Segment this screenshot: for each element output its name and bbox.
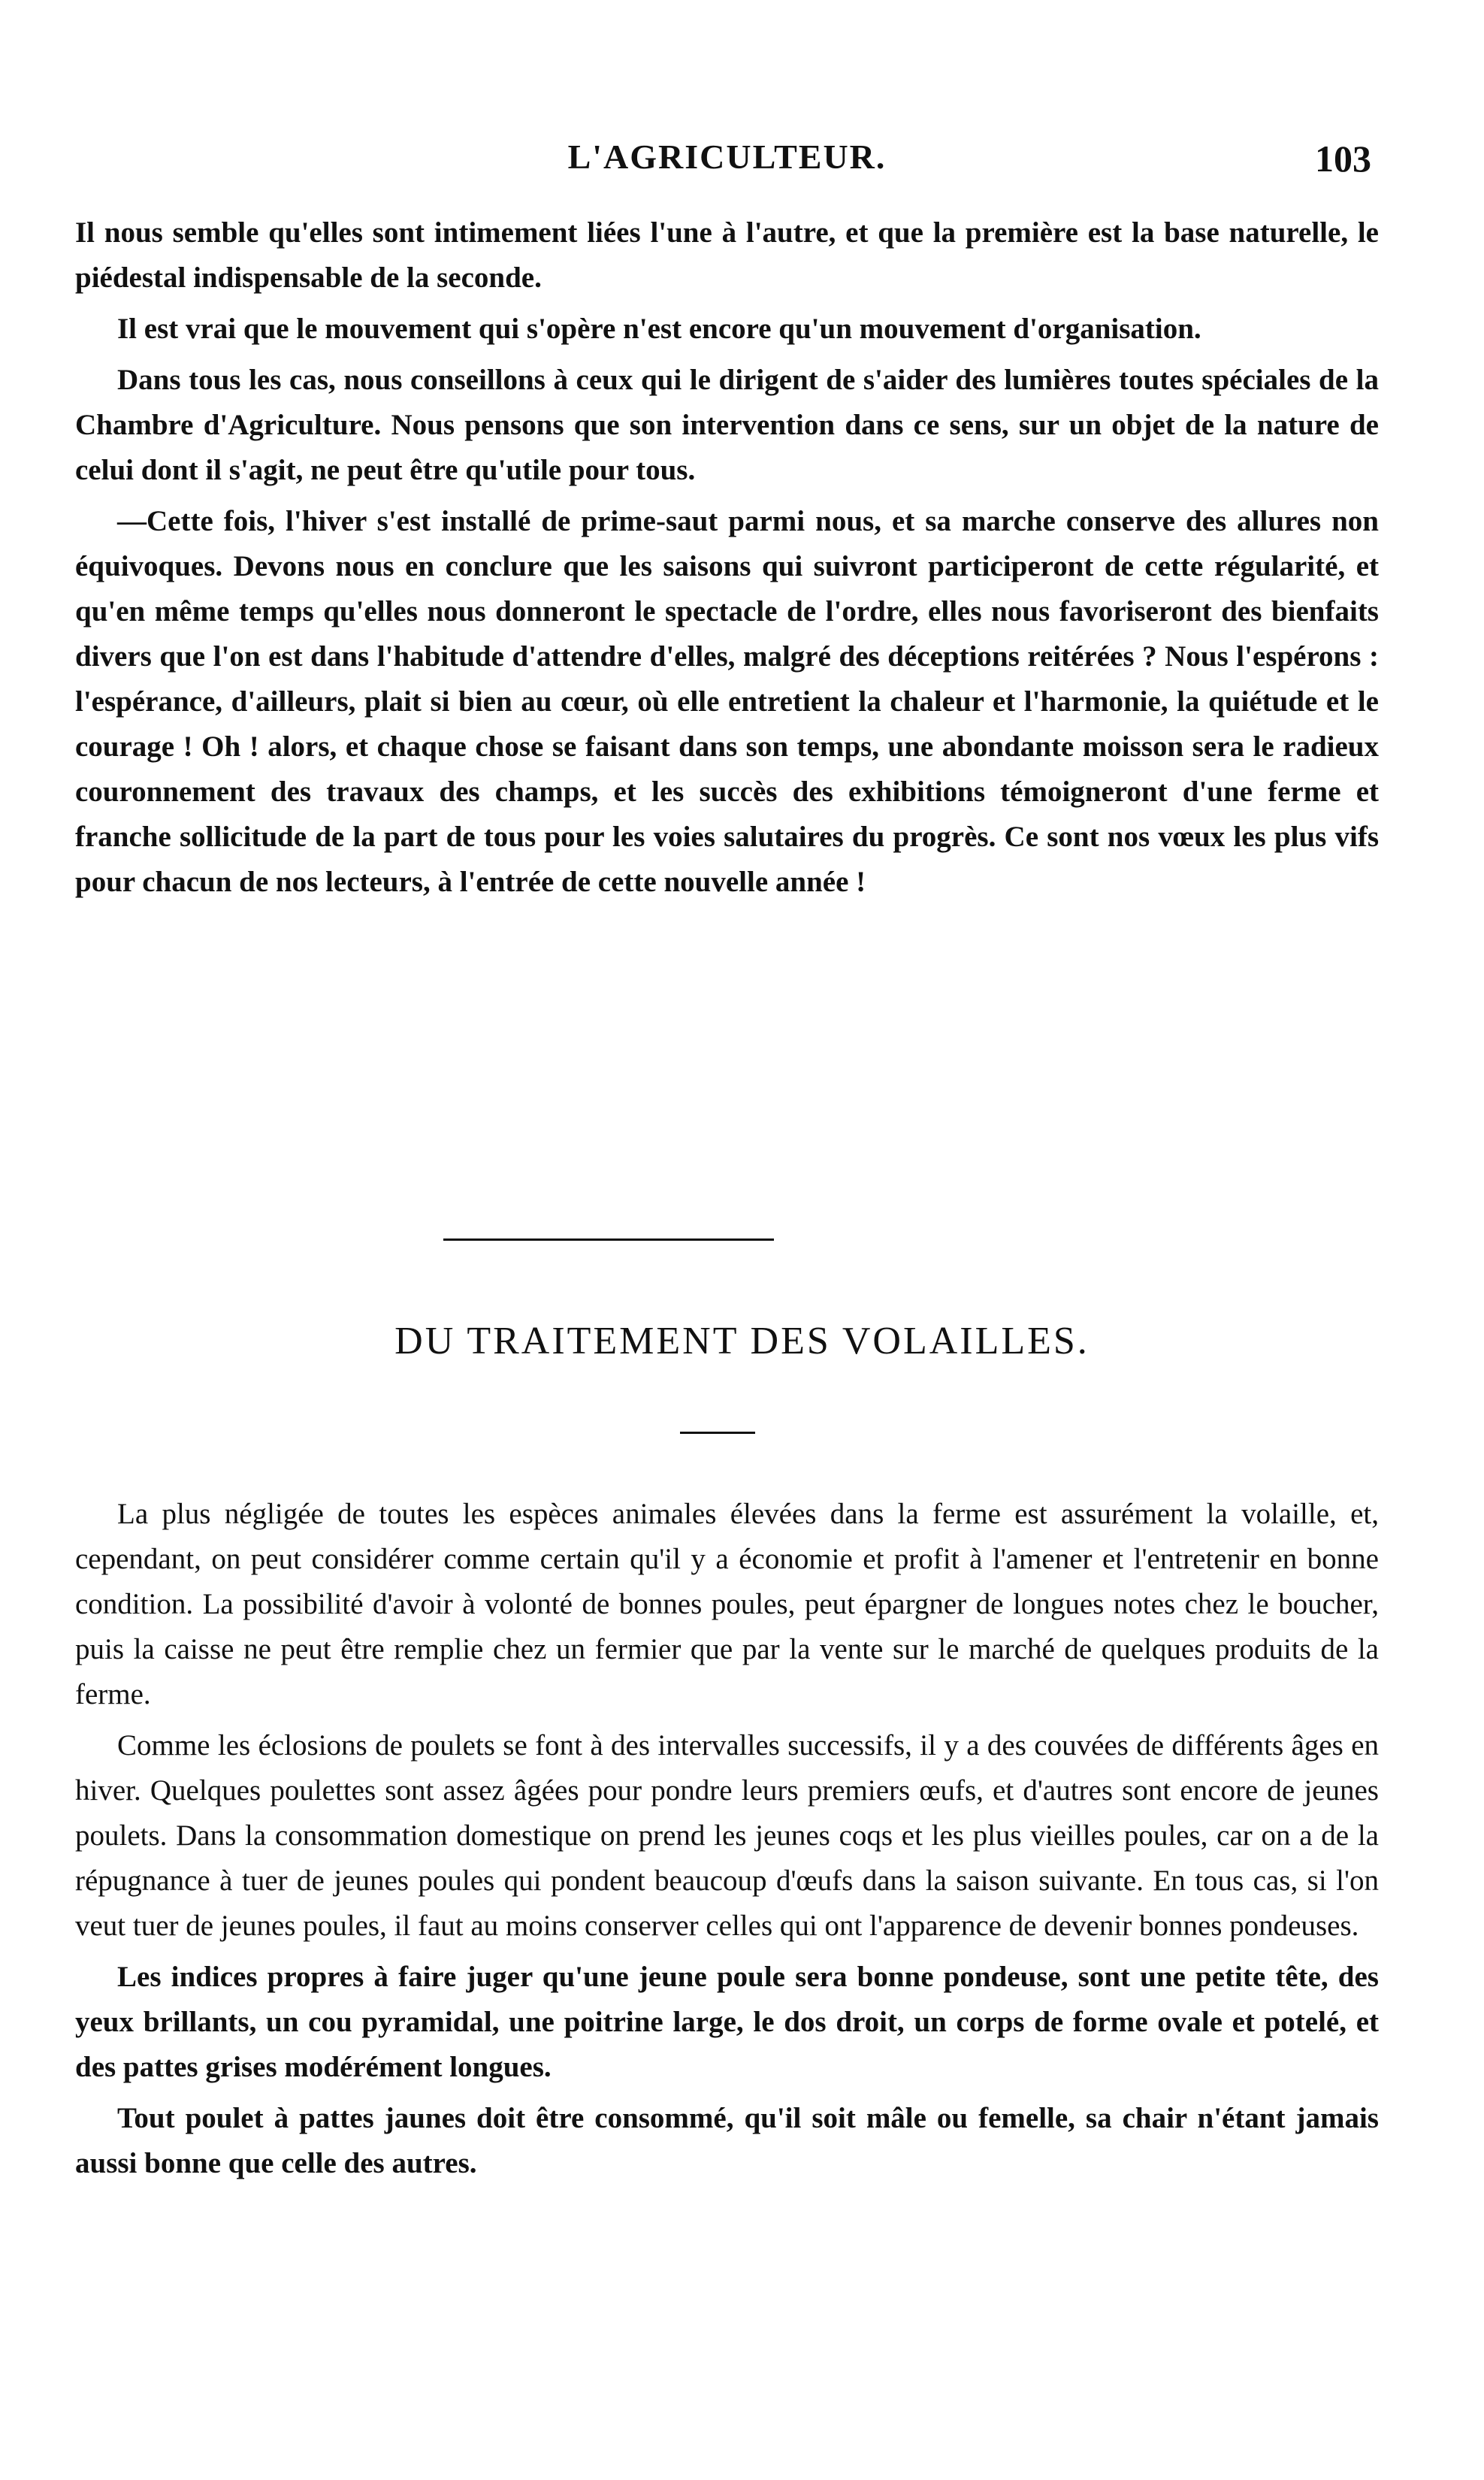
paragraph: Dans tous les cas, nous conseillons à ceux qui le dirigent de s'aider des lumières toutes spéciales de la Chambre d'Agriculture. Nous pensons que son intervention dans ce sens, sur un objet de la nature de celui dont il s'agit, ne peut être qu'utile pour tous. [75, 364, 1379, 486]
running-title: L'AGRICULTEUR. [567, 138, 887, 176]
paragraph: —Cette fois, l'hiver s'est installé de prime-saut parmi nous, et sa marche conserve des allures non équivoques. Devons nous en conclure que les saisons qui suivront participeront de cette régularité, et qu'en même temps qu'elles nous donneront le spectacle de l'ordre, elles nous favoriseront des bienfaits divers que l'on est dans l'habitude d'attendre d'elles, malgré des déceptions reitérées ? Nous l'espérons : l'espérance, d'ailleurs, plait si bien au cœur, où elle entretient la chaleur et l'harmonie, la quiétude et le courage ! Oh ! alors, et chaque chose se faisant dans son temps, une abondante moisson sera le radieux couronnement des travaux des champs, et les succès des exhibitions témoigneront d'une ferme et franche sollicitude de la part de tous pour les voies salutaires du progrès. Ce sont nos vœux les plus vifs pour chacun de nos lecteurs, à l'entrée de cette nouvelle année ! [75, 505, 1379, 898]
running-head [83, 137, 1371, 189]
paragraph: Les indices propres à faire juger qu'une jeune poule sera bonne pondeuse, sont une petite tête, des yeux brillants, un cou pyramidal, une poitrine large, le dos droit, un corps de forme ovale et potelé, et des pattes grises modérément longues. [75, 1961, 1379, 2083]
paragraph: Comme les éclosions de poulets se font à des intervalles successifs, il y a des couvées de différents âges en hiver. Quelques poulettes sont assez âgées pour pondre leurs premiers œufs, et d'autres sont encore de jeunes poulets. Dans la consommation domestique on prend les jeunes coqs et les plus vieilles poules, car on a de la répugnance à tuer de jeunes poules qui pondent beaucoup d'œufs dans la saison suivante. En tous cas, si l'on veut tuer de jeunes poules, il faut au moins conserver celles qui ont l'apparence de devenir bonnes pondeuses. [75, 1729, 1379, 1942]
upper-article-body [75, 210, 1379, 911]
lower-article-body [75, 1492, 1379, 2192]
paragraph: Tout poulet à pattes jaunes doit être consommé, qu'il soit mâle ou femelle, sa chair n'étant jamais aussi bonne que celle des autres. [75, 2102, 1379, 2179]
title-rule [680, 1432, 755, 1434]
section-divider [443, 1238, 774, 1241]
section-title: DU TRAITEMENT DES VOLAILLES. [394, 1320, 1090, 1362]
page-number: 103 [1315, 138, 1371, 180]
paragraph: Il est vrai que le mouvement qui s'opère n'est encore qu'un mouvement d'organisation. [117, 313, 1201, 345]
paragraph: La plus négligée de toutes les espèces animales élevées dans la ferme est assurément la volaille, et, cependant, on peut considérer comme certain qu'il y a économie et profit à l'amener et l'entretenir en bonne condition. La possibilité d'avoir à volonté de bonnes poules, peut épargner de longues notes chez le boucher, puis la caisse ne peut être remplie chez un fermier que par la vente sur le marché de quelques produits de la ferme. [75, 1498, 1379, 1710]
paragraph: Il nous semble qu'elles sont intimement liées l'une à l'autre, et que la première est la base naturelle, le piédestal indispensable de la seconde. [75, 216, 1379, 294]
